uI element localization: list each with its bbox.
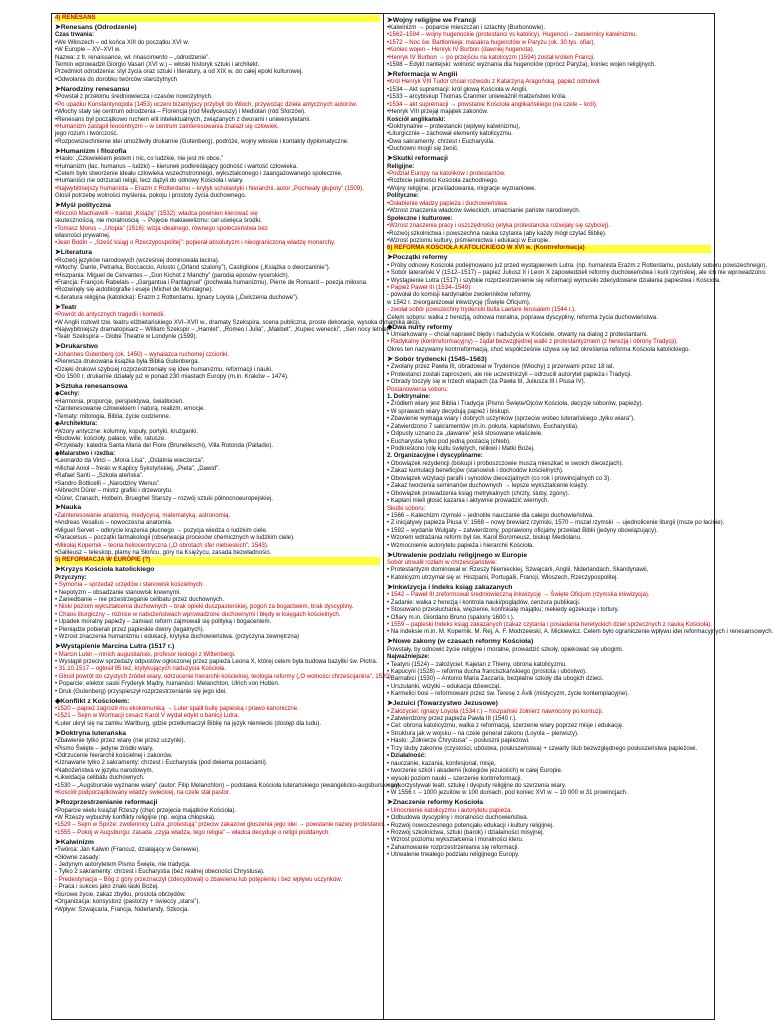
note-line: • 1542 – Paweł III zreformował średniowieczną inkwizycję → Święte Oficjum (rzymska inkwizycja). [387, 592, 650, 599]
note-line: • W sprawach wiary decydują papież i biskupi. [387, 408, 511, 415]
section-heading: ➤Rozprzestrzenianie reformacji [55, 799, 158, 807]
note-line: •Budowle: kościoły, pałace, wille, ratusze. [55, 436, 166, 442]
note-line: • 1592 – wydanie Wulgaty – zatwierdzony, poprawiony oficjalny przekład Biblii (jedyny obowiązujący). [387, 527, 658, 534]
note-line: • Upadek moralny papieży – zamiast reform zajmowali się polityką i bogaceniem. [55, 619, 272, 626]
note-line: •Rozbicie jedności Kościoła zachodniego. [387, 178, 499, 185]
note-line: Okres ten nazywamy kontrreformacją, choć współcześnie używa się też określenia reforma Kościoła katolickiego. [387, 346, 691, 353]
note-line: • Zakaz tworzenia seminariów duchownych → lepsze wykształcenie księży. [387, 483, 588, 490]
note-line: •Rozpowszechnienie idei umożliwiły drukarnie (Gutenberg), podróże, wojny włoskie i kontakty dyplomatyczne. [55, 138, 349, 145]
note-line: • Umiarkowany – chciał naprawić błędy i nadużycia w Kościele, otwarty na dialog z protestantami. [387, 332, 648, 339]
note-line: •Do 1500 r. drukarnie działały już w ponad 230 miastach Europy (m.in. Kraków – 1474). [55, 374, 289, 381]
note-line: •Hasło: „Człowiekiem jestem i nic, co ludzkie, nie jest mi obce.” [55, 156, 224, 163]
note-line: w 1542 r. zreorganizował inkwizycję (Święte Oficjum), [387, 299, 531, 306]
note-line: •Organizacja: konsystorz (pastorzy + świeccy „starsi”). [55, 899, 201, 906]
note-line: Przyczyny: [55, 574, 87, 581]
note-line: Czas trwania: [55, 32, 94, 39]
note-line: •1572 – Noc św. Bartłomieja: masakra hugenotów w Paryżu (ok. 30 tys. ofiar). [387, 39, 596, 46]
note-line: Celem soboru: walka z herezją, odnowa moralna, poprawa dyscypliny, reforma życia duchowieństwa. [387, 314, 658, 321]
note-line: • Odpusty uznano za „dawanie” jeśli stosowane właściwie. [387, 431, 543, 438]
note-line: • Niski poziom wykształcenia duchownych – brak opieki duszpasterskiej, pogoń za bogactwem, brak dyscypliny. [55, 604, 354, 611]
note-line: •Twórca: Jan Kalwin (Francuz, działający w Genewie). [55, 847, 200, 854]
note-line: •Tematy: mitologia, Biblia, życie codzienne. [55, 413, 171, 420]
note-line: •Najwybitniejszy dramatopisarz – William Szekspir – „Hamlet”, „Romeo i Julia”, „Makbet”, „Kupiec wenecki”, „Sen nocy letniej”. [55, 327, 392, 334]
note-line: • wykorzystywali teatr, sztukę i dysputy religijne do szerzenia wiary. [387, 782, 567, 789]
note-line: • Pieniądze pobierali przez papieskie dwory (legalnych). [55, 626, 205, 633]
note-line: •Powstał z przełomu średniowiecza i czasów nowożytnych. [55, 94, 213, 101]
note-line: Polityczne: [387, 193, 419, 200]
section-heading: ➤Kryzys Kościoła katolickiego [55, 566, 155, 574]
note-line: •Kalwinizm → poparcie mieszczan i szlachty (Burbonowie). [387, 24, 546, 31]
section-heading: 4) RENESANS [55, 15, 380, 22]
note-line: • Symonia – sprzedaż urzędów i stanowisk kościelnych. [55, 582, 204, 589]
note-line: • Eucharystia tylko pod jedną postacią (chleb). [387, 438, 511, 445]
note-line: •Humaniści nie odrzucali religii, lecz dążyli do odnowy Kościoła i wiary. [55, 178, 244, 185]
note-line: Przedmiot odrodzenia: styl życia oraz sztuki i literatury, a od XIX w. do całej epoki kulturowej. [55, 69, 303, 76]
note-line: • Wzmocnienie autorytetu papieża i hierarchii Kościoła. [387, 542, 534, 549]
note-line: • Obowiązek rezydencji (biskupi i proboszczowie muszą mieszkać w swoich diecezjach). [387, 460, 624, 467]
section-heading: 6) REFORMA KOŚCIOŁA KATOLICKIEGO W XVI w. (Kontrreformacja) [387, 245, 711, 252]
note-line: •Rozwój szkolnictwa i powszechna nauka czytania (aby każdy mógł czytać Biblię). [387, 230, 607, 237]
note-line: • Poparcie: elektor saski Fryderyk Mądry, humaniści: Melanchton, Ulrich von Hutten. [55, 681, 280, 688]
note-line: • Zwołany przez Pawła III, obradował w Trydencie (Włochy) z przerwami przez 18 lat. [387, 364, 615, 371]
note-line: • Zaniedbanie – nie przestrzeganie celibatu przez duchownych. [55, 597, 225, 604]
note-line: • Nepotyzm – obsadzanie stanowisk krewnymi. [55, 589, 181, 596]
note-line: •Rafael Santi – „Szkoła ateńska”. [55, 473, 144, 480]
section-heading: ➤Znaczenie reformy Kościoła [387, 799, 483, 807]
section-heading: ➤Renesans (Odrodzenie) [55, 23, 137, 31]
note-line: • Katolicyzm utrzymał się w: Hiszpanii, Portugalii, Francji, Włoszech, Rzeczypospolitej. [387, 574, 618, 581]
note-line: •Dürer, Cranach, Holbein, Brueghel Starszy – rozwój sztuki północnoeuropejskiej. [55, 495, 273, 502]
note-line: •Francja: François Rabelais – „Gargantua i Pantagruel” (pochwała humanizmu), Pierre de Ronsard – poezja miłosna. [55, 279, 368, 286]
note-line: • 31.10.1517 – ogłosił 95 tez, krytykujących nadużycia Kościoła. [55, 666, 226, 673]
note-line: •Albrecht Dürer – mistrz grafiki i drzeworytu. [55, 488, 173, 495]
note-line: •Koniec wojen – Henryk IV Burbon (dawniej hugenota). [387, 47, 535, 54]
note-line: •1529 – Sejm w Spirze: zwolennicy Lutra „protestują” przeciw zakazowi głoszenia jego idei → powstanie nazwy protestanci. [55, 822, 386, 829]
note-line: • Urszulanki, wizytki – edukacja dziewcząt. [387, 683, 502, 690]
note-line: •Dzięki drukowi szybciej rozprzestrzeniały się idee humanizmu, reformacji i nauki. [55, 366, 273, 373]
note-line: 1. Doktrynalne: [387, 393, 431, 400]
note-line: •1521 – Sejm w Wormacji cesarz Karol V wydał edykt o banicji Lutra. [55, 713, 240, 720]
note-line: • Kapłani mieli głosić kazania i aktywnie prowadzić wiernych. [387, 498, 550, 505]
note-line: •Wzrost poziomu kultury, piśmiennictwa i edukacji w Europie. [387, 237, 550, 244]
note-line: • nauczanie, kazania, konfesjonał, misje, [387, 760, 496, 767]
note-line: •1534 – Akt supremacji: król głową Kościoła w Anglii. [387, 86, 528, 93]
section-heading: ➤Nauka [55, 504, 82, 512]
note-line: • Barnabici (1530) – Antonio Maria Zaccaria, bezpłatne szkoły dla ubogich dzieci. [387, 676, 604, 683]
note-line: • Protestantyzm dominował w: Rzeszy Niemieckiej, Szwajcarii, Anglii, Niderlandach, Skandynawii, [387, 567, 649, 574]
note-line: •Renesans był początkowo ruchem elit intelektualnych, związanych z dworami i uniwersytetami. [55, 116, 311, 123]
note-line: skutecznością, nie moralnością → Pojęcie makiawelizmu: cel uświęca środki. [55, 218, 262, 225]
note-line: • Stosowano przesłuchania, więzienie, konfiskatę majątku; niekiedy egzekucje i tortury. [387, 607, 619, 614]
note-line: •Andreas Vesalius – nowoczesna anatomia. [55, 520, 173, 527]
note-line: • 1566 – Katechizm rzymski – jednolite nauczanie dla całego duchowieństwa. [387, 512, 594, 519]
note-line: •Pierwsza drukowana książka była Biblia Gutenberga. [55, 359, 200, 366]
note-line: •Likwidacja celibatu duchownych. [55, 775, 145, 782]
note-line: •Poparcie wielu książąt Rzeszy (chęć przejęcia majątków Kościoła). [55, 807, 237, 814]
note-line: •Galileusz – teleskop, plamy na Słońcu, góry na Księżycu, zasada bezwładności. [55, 549, 272, 556]
section-heading: ➤Nowe zakony (w czasach reformy Kościoła) [387, 638, 534, 646]
note-line: • Z inicjatywy papieża Piusa V: 1568 – nowy brewiarz rzymski, 1570 – mszał rzymski → ujednolicenie liturgii (msze po łacinie). [387, 520, 725, 527]
note-line: ◆Cechy: [55, 391, 80, 398]
note-line: •1598 – Edykt nantejski: wolność wyznania dla hugenotów (oprócz Paryża), koniec wojen religijnych. [387, 62, 656, 69]
note-line: • Kapucyni (1528) – reforma ducha franciszkańskiego (prostota i ubóstwo). [387, 668, 587, 675]
note-line: •Jean Bodin – „Sześć ksiąg o Rzeczypospolitej”: popierał absolutyzm i nieograniczoną władzę monarchy. [55, 240, 336, 247]
note-line: 2. Organizacyjne i dyscyplinarne: [387, 453, 483, 460]
note-line: •Rozwinęły się autobiografie i eseje (Michel de Montaigne). [55, 287, 214, 294]
note-line: - zwołał sobór powszechny trydencki bulla Laetare Ierusalem (1544 r.). [387, 307, 576, 314]
note-line: •Pismo Święte – jedyne źródło wiary. [55, 745, 154, 752]
note-line: • Źródłem wiary jest Biblia i Tradycja (Pismo Święte/Ojców Kościoła, decyzje soborów, papieży). [387, 401, 644, 408]
note-line: •W Europie – XV–XVI w. [55, 47, 121, 54]
note-line: • Radykalny (kontrreformacyjny) – żądał bezwzględnej walki z protestantyzmem (z herezją i obrony Tradycji). [387, 339, 678, 346]
note-line: •Paracelsus – początki farmakologii (obserwacja procesów chemicznych w ludzkim ciele). [55, 535, 295, 542]
note-line: •Luter ukrył się na zamku Wartburg, gdzie przetłumaczył Biblię na język niemiecki (dostęp dla ludu). [55, 720, 322, 727]
note-line: • Papież Paweł III (1534–1549): [387, 285, 472, 291]
notes-page [51, 13, 773, 1020]
section-heading: ➤Inkwizycja i Indeks ksiąg zakazanych [387, 583, 513, 591]
note-line: • Hasło: „Żołnierze Chrystusa” – posłuszni papieżowi. [387, 738, 530, 745]
note-line: Postanowienia soboru: [387, 386, 449, 393]
note-line: • Karmelici bosi – reformowani przez św. Teresę z Ávili (mistycyzm, życie kontemplacyjne). [387, 691, 629, 698]
note-line: •Hiszpania: Miguel de Cervantes – „Don Kichot z Manchy” (parodia eposów rycerskich). [55, 272, 290, 279]
note-line: • Głosił powrót do czystych źródeł wiary, odrzucenie hierarchii kościelnej, teologia reformy („O wolności chrześcijanina”, 1520). [55, 673, 393, 680]
note-line: • Rozwój nowoczesnego potencjału edukacji i kultury religijnej. [387, 822, 554, 829]
section-heading: ➤Sztuka renesansowa [55, 383, 128, 391]
note-line: • Zadanie: walka z herezją i kontrola nauki/poglądów, cenzura publikacji. [387, 599, 581, 606]
note-line: •Najwybitniejszy humanista – Erazm z Rotterdamu – krytyk scholastyki i hierarchii, autor „Pochwały głupoty” (1509). [55, 185, 364, 192]
note-line: - powołał do komisji kardynałów zwolenników reformy, [387, 292, 532, 299]
note-line: • Marcin Luter – mnich augustiański, profesor teologii z Wittenbergi. [55, 651, 236, 658]
note-line: Kościół anglikański: [387, 116, 446, 123]
note-line: Najważniejsze: [387, 654, 430, 661]
note-line: - Tylko 2 sakramenty: chrzest i Eucharystia (bez realnej obecności Chrystusa). [55, 869, 265, 876]
note-line: •Humanizm zastąpił teocentryzm – w centrum zainteresowania znalazł się człowiek, [55, 123, 279, 130]
note-line: •Kościół podporządkowany władzy świeckiej, na czele stał pastor. [55, 790, 231, 797]
note-line: • Struktura jak w wojsku – na czele generał zakonu (Loyola – pierwszy). [387, 730, 579, 737]
note-line: •1562–1594 – wojny hugenockie (protestanci vs katolicy). Hugenoci – zwolennicy kalwinizmu. [387, 32, 638, 39]
note-line: •Włochy stały się centrum odrodzenia – Florencja (ród Medyceuszy) i Mediolan (ród Sforzów). [55, 109, 306, 116]
section-heading: 5) REFORMACJA W EUROPIE (?) [55, 557, 380, 564]
note-line: •Michał Anioł – freski w Kaplicy Sykstyńskiej, „Pieta”, „Dawid”. [55, 465, 220, 472]
section-heading: ➤Doktryna luterańska [55, 729, 127, 737]
note-line: •Tomasz Morus – „Utopia” (1516): wizja idealnego, równego społeczeństwa bez [55, 225, 268, 232]
note-line: •Celem było stworzenie ideału człowieka wszechstronnego, wykształconego i zaangażowanego społecznie. [55, 171, 343, 178]
note-line: • Chaos liturgiczny – różnice w nabożeństwach wprowadzone duchownymi i błędy w księgach kościelnych. [55, 611, 341, 618]
note-line: jego rozum i twórczość. [55, 131, 119, 138]
note-line: •Zainteresowanie człowiekiem i naturą, realizm, emocje. [55, 406, 205, 413]
note-line: •Teatr Szekspira – Globe Theatre w Londynie (1599). [55, 334, 198, 341]
note-line: •Uznawane tylko 2 sakramenty: chrzest i Eucharystia (pod dwiema postaciami). [55, 760, 268, 767]
note-line: - Predestynacja – Bóg z góry przeznaczył (zdecydował) o zbawieniu lub potępieniu i bez wpływu uczynków. [55, 876, 343, 883]
note-line: •Powrót do antycznych tragedii i komedii. [55, 312, 166, 319]
note-line: - Jedynym autorytetem Pismo Święte, nie tradycja. [55, 862, 191, 869]
note-line: • Podkreślono rolę kultu świętych, relikwii i Matki Bożej. [387, 446, 535, 453]
note-line: •Po upadku Konstantynopola (1453) uczeni bizantyjscy przybyli do Włoch, przywożąc dzieła antycznych autorów. [55, 101, 358, 108]
note-line: •Dwa sakramenty: chrzest i Eucharystia. [387, 138, 495, 145]
note-line: •Humanizm (łac. humanus – ludzki) – kierunek podkreślający godność i wartość człowieka. [55, 163, 298, 170]
note-line: •Zbawienie tylko przez wiarę (nie przez uczynki). [55, 738, 186, 745]
note-line: •Główne zasady: [55, 854, 101, 861]
right-column [383, 14, 773, 1019]
note-line: • Na indeksie m.in. M. Kopernik, M. Rej, A. F. Modrzewski, A. Mickiewicz. Celem było ograniczenie wpływu idei reformacyjnych i renesansowych. [387, 629, 773, 636]
section-heading: ➤Skutki reformacji [387, 155, 448, 163]
note-line: • Sobór laterański V (1512–1517) – papież Juliusz II i Leon X zapowiedzieli reformy duchowieństwa i kurii rzymskiej, ale ich nie wprowadzono. [387, 270, 767, 277]
note-line: własności prywatnej. [55, 232, 111, 239]
note-line: Religijne: [387, 163, 415, 170]
note-line: •Doktrynalnie – protestancki (wpływy kalwinizmu), [387, 123, 521, 130]
note-line: Głosił potrzebę wolności myślenia, pokoju i prostoty życia duchownego. [55, 193, 247, 200]
section-heading: ➤Humanizm i filozofia [55, 147, 127, 155]
note-line: •Wzory antyczne: kolumny, kopuły, portyki, krużganki. [55, 428, 199, 435]
note-line: Społeczne i kulturowe: [387, 215, 453, 222]
note-line: • Druk (Gutenberg) przyspieszył rozprzestrzenianie się jego idei. [55, 688, 227, 695]
section-heading: ➤Utrwalenie podziału religijnego w Europie [387, 551, 528, 559]
section-heading: ➤Myśl polityczna [55, 202, 111, 210]
note-line: •W Rzeszy wybuchły konflikty religijne (np. wojna chłopska). [55, 814, 216, 821]
note-line: • Założyciel: Ignacy Loyola (1534 r.) – hiszpański żołnierz nawrócony po kontuzji. [387, 708, 604, 715]
note-line: •Odrzucenie hierarchii kościelnej i zakonów. [55, 753, 173, 760]
note-line: • Działalność: [387, 753, 427, 760]
note-line: • Ofiary m.in. Giordano Bruno (spalony 1600 r.). [387, 614, 515, 621]
note-line: •Osłabienie władzy papieża i duchowieństwa. [387, 200, 509, 207]
note-line: Powstały, by odnowić życie religijne i moralne, prowadzić szkoły, opiekować się ubogimi. [387, 646, 624, 653]
note-line: • Zatwierdzono 7 sakramentów (m.in. pokuta, kapłaństwo, Eucharystia). [387, 423, 579, 430]
section-heading: ➤Początki reformy [387, 254, 448, 262]
note-line: •Nabożeństwa w języku narodowym. [55, 767, 154, 774]
note-line: •We Włoszech – od końca XIII do początku XVI w. [55, 39, 190, 46]
section-heading: ➤Teatr [55, 303, 77, 311]
note-line: •Niccolò Machiavelli – traktat „Książę” (1532); władca powinien kierować się [55, 210, 258, 217]
section-heading: ➤Reformacja w Anglii [387, 70, 458, 78]
note-line: • Obrady toczyły się w trzech etapach (za Pawła III, Juliusza III i Piusa IV). [387, 379, 586, 386]
note-line: •Wzrost znaczenia pracy i oszczędności (etyka protestancka rozwijały się szybciej). [387, 223, 610, 230]
note-line: •Duchowni mogli się żenić. [387, 146, 459, 153]
section-heading: ➤Jezuici (Towarzystwo Jezusowe) [387, 700, 498, 708]
section-heading: ➤Kalwinizm [55, 838, 94, 846]
note-line: • Zakaz kumulacji beneficjów (stanowisk i dochodów kościelnych). [387, 468, 564, 475]
note-line: •Leonardo da Vinci – „Mona Lisa”, „Ostatnia wieczerza”. [55, 458, 205, 465]
note-line: • Trzy śluby zakonne (czystości, ubóstwa, posłuszeństwa) + czwarty ślub bezwzględnego posłuszeństwa papieżowi. [387, 745, 698, 752]
note-line: •Surowe życie, zakaz zbytku, prostota obrzędów. [55, 891, 186, 898]
note-line: •Rozwój języków narodowych (wcześniej dominowała łacina). [55, 257, 220, 264]
note-line: •1555 – Pokój w Augsburgu: zasada „czyja władza, tego religia” – władca decyduje o religii poddanych. [55, 829, 331, 836]
note-line: Nazwa: z fr. renaissance, wł. rinascimento – „odrodzenie”. [55, 54, 210, 61]
note-line: •Wzrost znaczenia władców świeckich, umacnianie państw narodowych. [387, 208, 581, 215]
note-line: •Harmonia, proporcje, perspektywa, światłocień. [55, 398, 184, 405]
note-line: • Wystąpienie Lutra (1517) i szybkie rozprzestrzenienie się reformacji wymusiło zdecydowane działania papiestwa i Kościoła. [387, 277, 721, 284]
note-line: •1533 – arcybiskup Thomas Cranmer unieważnił małżeństwo króla. [387, 94, 567, 101]
note-line: • Wystąpił przeciw sprzedaży odpustów ogłoszonej przez papieża Leona X, której celem była budowa bazyliki św. Piotra. [55, 658, 378, 665]
note-line: • Wzrost znaczenia humanizmu i edukacji, krytyka duchowieństwa. (przyczyna zewnętrzna) [55, 634, 300, 641]
note-line: ◆Architektura: [55, 421, 98, 428]
note-line: • Umocnienie katolicyzmu i autorytetu papieża. [387, 807, 513, 814]
section-heading: ➤Wystąpienie Marcina Lutra (1517 r.) [55, 643, 175, 651]
note-line: •Zainteresowanie anatomią, medycyną, matematyką, astronomią. [55, 512, 231, 519]
note-line: •W Anglii rozkwit tzw. teatru elżbietańskiego XVI–XVII w., dramaty Szekspira, scena publiczna, proste dekoracje, wysoka dynamika akcji. [55, 319, 421, 326]
note-line: • Cel: obrona katolicyzmu, walka z reformacją, szerzenie wiary poprzez misje i edukację. [387, 723, 624, 730]
note-line: •Henryk IV Burbon → po przejściu na katolicyzm (1594) został królem Francji. [387, 54, 595, 61]
section-heading: ◆Dwa nurty reformy [387, 323, 453, 331]
note-line: • Utrwalenie trwałego podziału religijnego Europy. [387, 852, 520, 859]
section-heading: ➤Wojny religijne we Francji [387, 16, 477, 24]
note-line: • W 1556 r. – 1000 jezuitów w 100 domach, pod koniec XVI w. – 10 000 w 31 prowincjach. [387, 790, 628, 797]
note-line: • Obowiązek wizytacji parafii i synodów diecezjalnych (co rok i prowincjalnych co 3). [387, 475, 611, 482]
note-line: • Protestanci zostali zaproszeni, ale nie uczestniczyli – odrzucili autorytet papieża i Tradycji. [387, 371, 632, 378]
note-line: • tworzenie szkół i akademii (kolegiów jezuickich) w całej Europie. [387, 768, 563, 775]
note-line: •Johannes Gutenberg (ok. 1450) – wynalazca ruchomej czcionki. [55, 351, 229, 358]
note-line: • 1559 – papieski Indeks ksiąg zakazanych (zakaz czytania i posiadania heretyckich dzieł sprzecznych z nauką Kościoła). [387, 621, 713, 628]
note-line: •Król Henryk VIII Tudor chciał rozwodu z Katarzyną Aragońską, papież odmówił. [387, 79, 601, 86]
note-line: • wysoki poziom nauki – szerzenie kontrreformacji. [387, 775, 523, 782]
note-line: •Mikołaj Kopernik – teoria heliocentryczna („O obrotach sfer niebieskich”, 1543). [55, 542, 269, 549]
note-line: - Praca i sukces jako znaki łaski Bożej. [55, 884, 159, 891]
section-heading: ➤Narodziny renesansu [55, 85, 130, 93]
note-line: •Odwołania do dorobku twórców starożytnych [55, 76, 178, 83]
note-line: ◆Malarstwo i rzeźba: [55, 450, 116, 457]
note-line: •1534 – akt supremacji → powstanie Kościoła anglikańskiego (na czele – król). [387, 101, 598, 108]
section-heading: ➤Drukarstwo [55, 343, 99, 351]
note-line: • Zbawienie wymaga wiary i dobrych uczynków (sprzeciw wobec luterańskiego „tylko wiara”). [387, 416, 635, 423]
note-line: •1530 – „Augsburskie wyznanie wiary” (autor: Filip Melanchton) – podstawa Kościoła luterańskiego (ewangelicko-augsburskiego). [55, 782, 401, 789]
note-line: •1520 – papież zagroził mu ekskomuniką → Luter spalił bullę papieską i prawo kanoniczne. [55, 706, 299, 712]
note-line: • Zahamowanie rozprzestrzeniania się reformacji. [387, 844, 520, 851]
note-line: • Obowiązek prowadzenia ksiąg metrykalnych (chrzty, śluby, zgony). [387, 490, 570, 497]
note-line: • Wzorem wdrażania reform był św. Karol Boromeusz, biskup Mediolanu. [387, 535, 582, 542]
note-line: •Sandro Botticelli – „Narodziny Wenus”. [55, 480, 161, 487]
note-line: • Rozwój szkolnictwa, sztuki (barok) i działalności misyjnej. [387, 830, 545, 837]
note-line: •Wojny religijne, prześladowania, migracje wyznaniowe. [387, 185, 537, 192]
note-line: Sobór utrwalił rozłam w chrześcijaństwie: [387, 560, 497, 567]
note-line: Skutki soboru: [387, 505, 426, 512]
note-line: • Odbudowa dyscypliny i moralności duchowieństwa. [387, 815, 529, 822]
note-line: •Przykłady: katedra Santa Maria del Fiore (Brunelleschi), Villa Rotonda (Palladio). [55, 443, 274, 450]
note-line: • Próby odnowy Kościoła podejmowano już przed wystąpieniem Lutra. (np. humanista Erazm z Rotterdamu, postulaty soboru powszechnego). [387, 262, 767, 269]
note-line: •Włochy: Dante, Petrarka, Boccaccio, Ariosto („Orland szalony”), Castiglione („Książka o dworzaninie”). [55, 265, 331, 272]
note-line: •Miguel Servet – odkrycie krążenia płucnego → pozycja wiedza o ludzkim ciele. [55, 527, 268, 534]
note-line: •Podział Europy na katolików i protestantów. [387, 171, 506, 178]
section-heading: ◆Konflikt z Kościołem: [55, 697, 130, 705]
note-line: Termin wprowadził Giorgio Vasari (XVI w.) – włoski historyk sztuki i architekt. [55, 62, 260, 69]
note-line: • Teatyni (1524) – założyciel: Kajetan z Thieny, obrona katolicyzmu. [387, 661, 567, 668]
note-line: • Wzrost poziomu wykształcenia i moralności kleru. [387, 837, 524, 844]
section-heading: ➤Literatura [55, 249, 93, 257]
note-line: •Literatura religijna (katolicka): Erazm z Rotterdamu, Ignacy Loyola („Ćwiczenia duchowe”). [55, 294, 299, 301]
note-line: •Liturgicznie – zachował elementy katolicyzmu. [387, 131, 513, 138]
note-line: •Wpływ: Szwajcaria, Francja, Niderlandy, Szkocja. [55, 906, 190, 913]
note-line: •Henryk VIII przejął majątek zakonów. [387, 109, 489, 116]
note-line: • Zatwierdzony przez papieża Pawła III (1540 r.). [387, 716, 517, 723]
section-heading: ➤ Sobór trydencki (1545–1563) [387, 355, 487, 363]
